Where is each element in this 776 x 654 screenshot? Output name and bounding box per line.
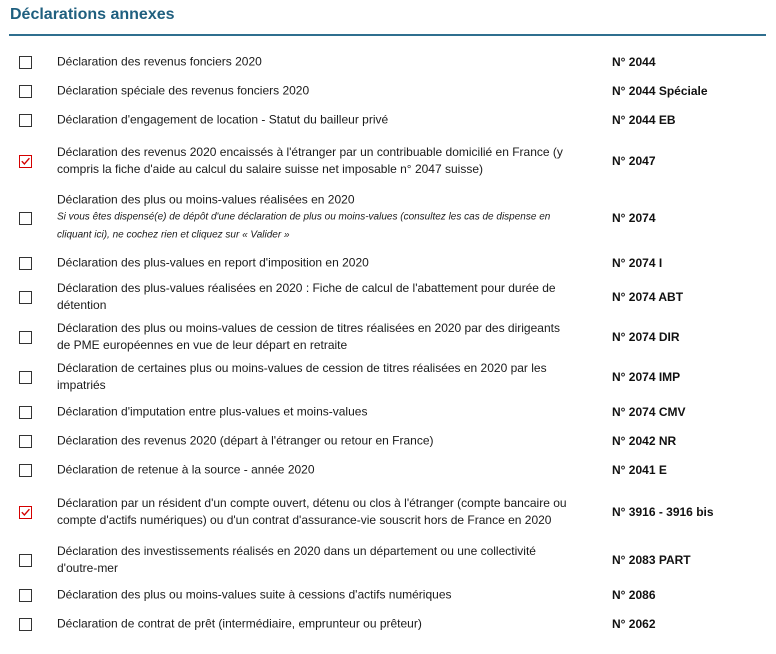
declaration-label (57, 280, 567, 314)
declaration-row (0, 397, 776, 426)
declaration-label (57, 320, 567, 354)
declaration-label (57, 111, 567, 128)
form-number: N° 2074 CMV (612, 404, 686, 419)
form-number: N° 2086 (612, 587, 656, 602)
declaration-title: Déclaration des plus-values en report d'imposition en 2020 (57, 255, 369, 269)
declaration-checkbox[interactable] (19, 114, 32, 127)
form-number: N° 2047 (612, 154, 656, 168)
form-number: N° 2041 E (612, 462, 667, 477)
declaration-row (0, 357, 776, 397)
declaration-title: Déclaration des investissements réalisés en 2020 dans un département ou une collectivité d'outre-mer (57, 544, 536, 575)
declaration-label (57, 254, 567, 271)
declaration-row (0, 277, 776, 317)
declaration-note: Si vous êtes dispensé(e) de dépôt d'une déclaration de plus ou moins-values (consultez les cas de dispense en cliquant ici), ne cochez rien et cliquez sur « Valider » (57, 211, 551, 241)
declaration-label (57, 586, 567, 603)
declaration-row (0, 134, 776, 188)
declaration-checkbox[interactable] (19, 589, 32, 602)
form-number: N° 2074 DIR (612, 330, 680, 344)
declaration-label (57, 53, 567, 70)
form-number: N° 2044 Spéciale (612, 83, 708, 98)
checkmark-icon (20, 156, 31, 167)
section-header (9, 0, 766, 36)
declaration-checkbox[interactable] (19, 155, 32, 168)
declaration-row (0, 188, 776, 248)
checkmark-icon (20, 507, 31, 518)
declaration-label (57, 403, 567, 420)
declaration-checkbox[interactable] (19, 618, 32, 631)
declaration-checkbox[interactable] (19, 371, 32, 384)
declaration-row (0, 105, 776, 134)
declaration-row (0, 426, 776, 455)
declaration-checkbox[interactable] (19, 56, 32, 69)
declaration-row (0, 455, 776, 484)
form-number: N° 2044 (612, 54, 656, 69)
declaration-checkbox[interactable] (19, 331, 32, 344)
declaration-checkbox[interactable] (19, 464, 32, 477)
declaration-label (57, 615, 567, 632)
declaration-checkbox[interactable] (19, 506, 32, 519)
declaration-label (57, 360, 567, 394)
section-title: Déclarations annexes (10, 6, 175, 23)
declaration-title: Déclaration des plus ou moins-values de cession de titres réalisées en 2020 par des dirigeants de PME européennes en vue de leur départ en retraite (57, 321, 560, 352)
declaration-title: Déclaration des revenus 2020 encaissés à l'étranger par un contribuable domicilié en France (y compris la fiche d'aide au calcul du salaire suisse net imposable n° 2047 suisse) (57, 145, 563, 176)
declaration-row (0, 609, 776, 638)
declaration-title: Déclaration des plus ou moins-values suite à cessions d'actifs numériques (57, 587, 452, 601)
form-number: N° 2062 (612, 616, 656, 631)
declaration-checkbox[interactable] (19, 212, 32, 225)
declaration-row (0, 47, 776, 76)
declaration-title: Déclaration des plus ou moins-values réalisées en 2020 (57, 192, 355, 207)
declaration-row (0, 76, 776, 105)
declarations-list (0, 47, 776, 638)
declaration-checkbox[interactable] (19, 257, 32, 270)
declaration-row (0, 580, 776, 609)
declaration-title: Déclaration de retenue à la source - année 2020 (57, 462, 315, 476)
declaration-title: Déclaration de contrat de prêt (intermédiaire, emprunteur ou prêteur) (57, 616, 422, 630)
form-number: N° 3916 - 3916 bis (612, 505, 714, 519)
declaration-checkbox[interactable] (19, 406, 32, 419)
form-number: N° 2074 I (612, 255, 663, 270)
form-number: N° 2074 ABT (612, 290, 684, 304)
declaration-label (57, 543, 567, 577)
declaration-row (0, 317, 776, 357)
declaration-checkbox[interactable] (19, 291, 32, 304)
declaration-title: Déclaration par un résident d'un compte ouvert, détenu ou clos à l'étranger (compte bancaire ou compte d'actifs numériques) ou d'un contrat d'assurance-vie souscrit hors de France en 2020 (57, 496, 567, 527)
form-number: N° 2074 IMP (612, 370, 681, 384)
declaration-title: Déclaration des revenus fonciers 2020 (57, 54, 262, 68)
declaration-label (57, 432, 567, 449)
declaration-row (0, 484, 776, 540)
declaration-title: Déclaration de certaines plus ou moins-values de cession de titres réalisées en 2020 par les impatriés (57, 361, 547, 392)
form-number: N° 2042 NR (612, 433, 677, 448)
declaration-label (57, 461, 567, 478)
declaration-title: Déclaration des plus-values réalisées en 2020 : Fiche de calcul de l'abattement pour durée de détention (57, 281, 556, 312)
declaration-title: Déclaration d'engagement de location - Statut du bailleur privé (57, 112, 389, 126)
declaration-label (57, 82, 567, 99)
declaration-label (57, 144, 567, 178)
declaration-checkbox[interactable] (19, 554, 32, 567)
declaration-row (0, 248, 776, 277)
form-number: N° 2083 PART (612, 553, 691, 567)
declaration-checkbox[interactable] (19, 85, 32, 98)
declaration-title: Déclaration des revenus 2020 (départ à l'étranger ou retour en France) (57, 433, 434, 447)
declaration-label (57, 495, 567, 529)
form-number: N° 2044 EB (612, 112, 676, 127)
declaration-checkbox[interactable] (19, 435, 32, 448)
declaration-row (0, 540, 776, 580)
declaration-label (57, 192, 567, 245)
declaration-title: Déclaration spéciale des revenus fonciers 2020 (57, 83, 310, 97)
declaration-title: Déclaration d'imputation entre plus-values et moins-values (57, 404, 368, 418)
form-number: N° 2074 (612, 211, 656, 225)
